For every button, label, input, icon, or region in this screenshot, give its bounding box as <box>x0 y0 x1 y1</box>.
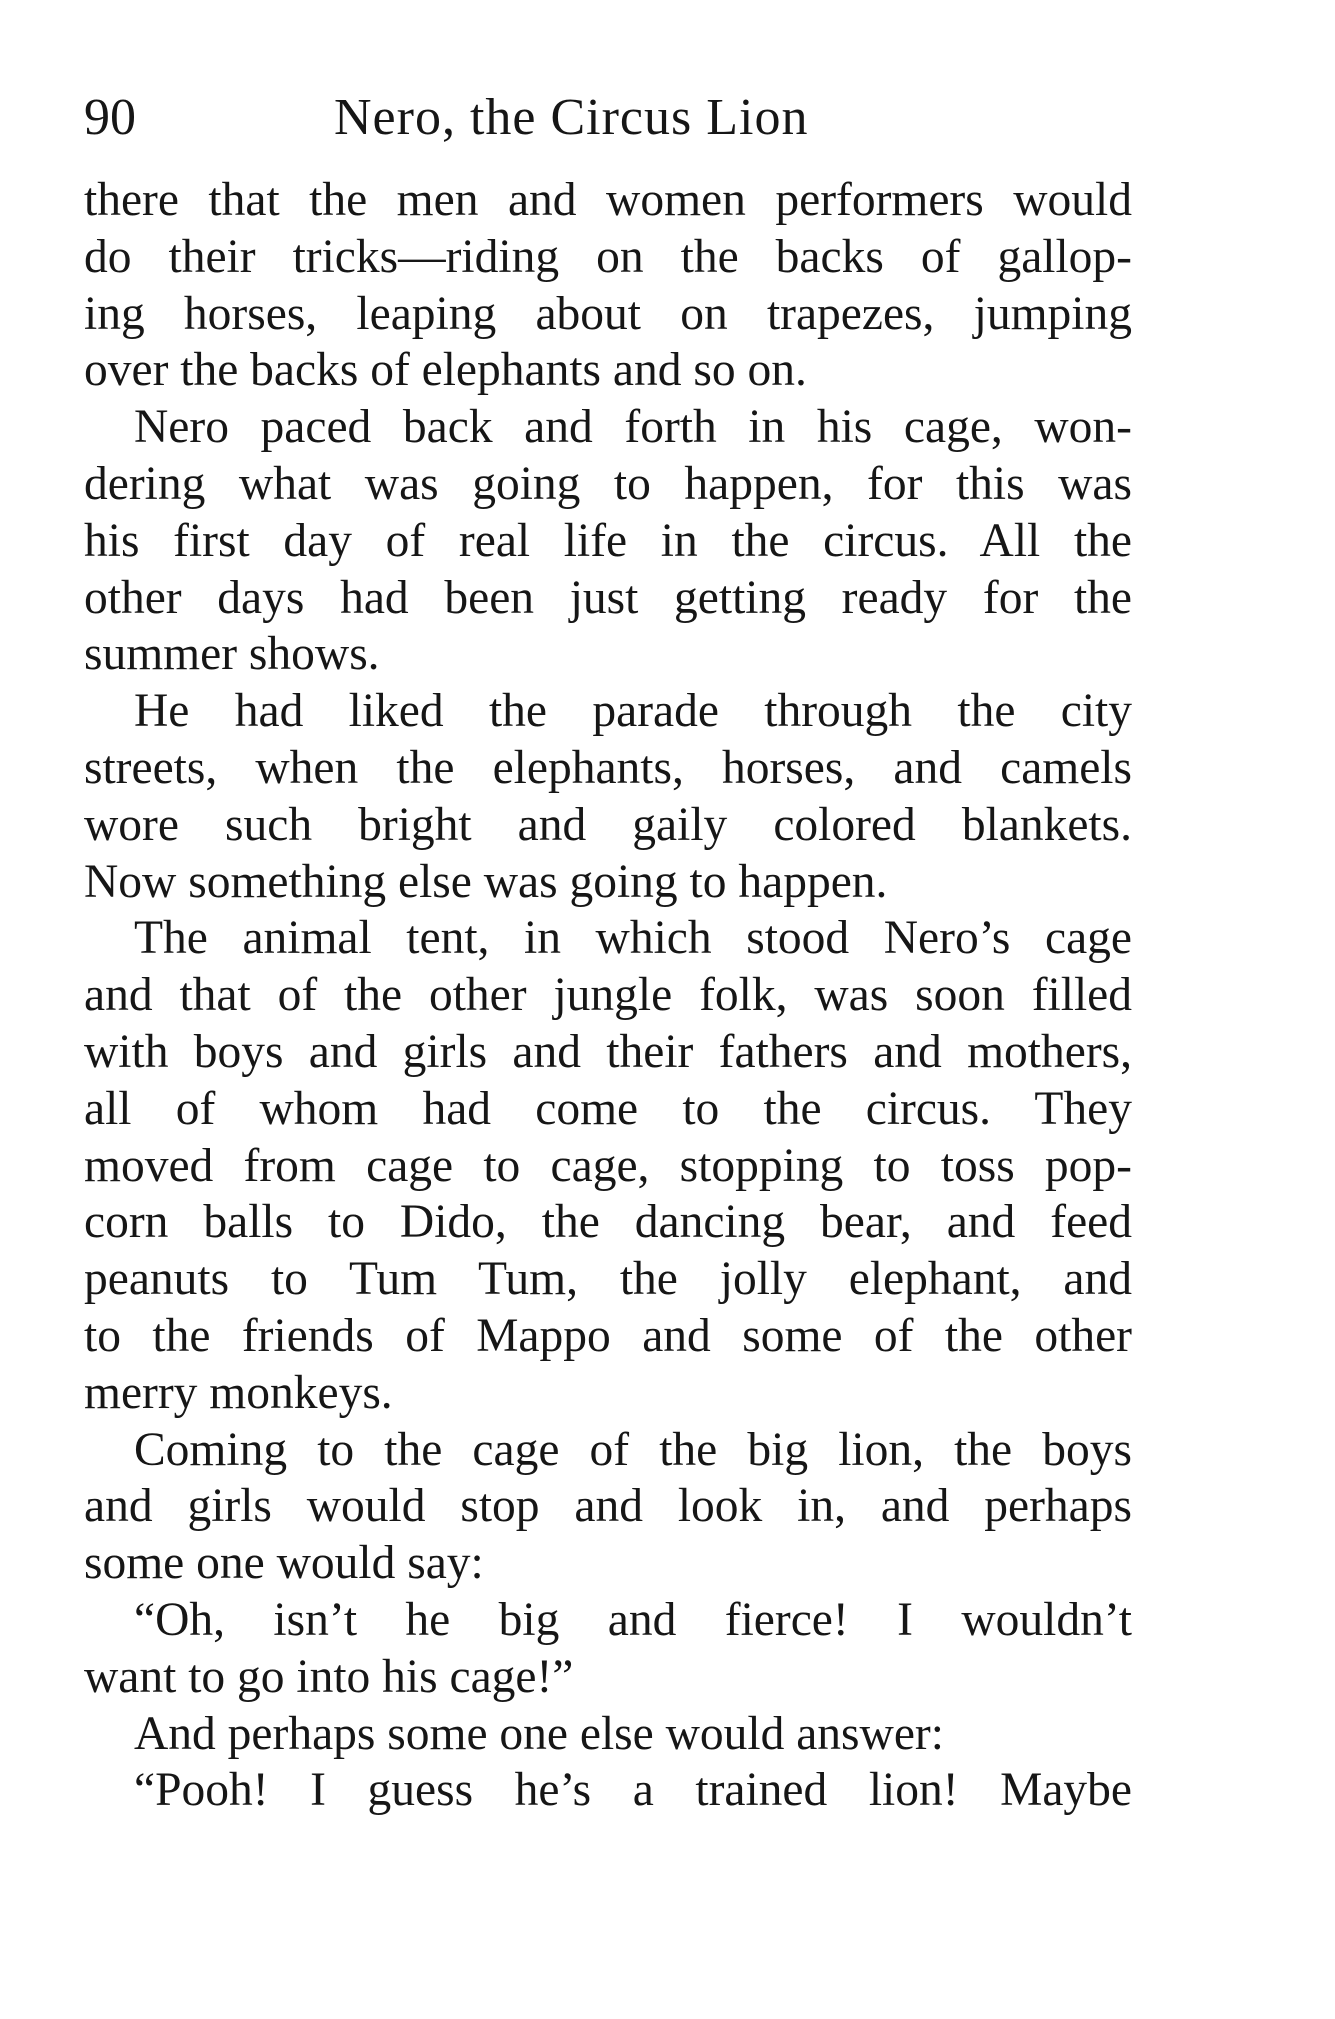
running-head: Nero, the Circus Lion <box>334 89 809 146</box>
paragraph <box>84 399 1132 683</box>
page-header <box>84 78 1154 158</box>
text-line: And perhaps some one else would answer: <box>134 1707 944 1760</box>
text-line: want to go into his cage!” <box>84 1650 574 1703</box>
text-line: dering what was going to happen, for this was <box>84 457 1132 510</box>
text-line: some one would say: <box>84 1537 484 1590</box>
text-line: over the backs of elephants and so on. <box>84 344 807 397</box>
paragraph <box>84 1422 1132 1592</box>
text-line: his first day of real life in the circus. All the <box>84 514 1132 567</box>
text-line: do their tricks—riding on the backs of gallop- <box>84 230 1132 283</box>
paragraph <box>84 910 1132 1421</box>
text-line: ing horses, leaping about on trapezes, jumping <box>84 287 1132 340</box>
body-text <box>84 172 1132 1819</box>
text-line: other days had been just getting ready for the <box>84 571 1132 624</box>
text-line: and girls would stop and look in, and perhaps <box>84 1480 1132 1533</box>
text-line: all of whom had come to the circus. They <box>84 1082 1132 1135</box>
text-line: peanuts to Tum Tum, the jolly elephant, and <box>84 1253 1132 1306</box>
paragraph <box>84 1592 1132 1706</box>
text-line: with boys and girls and their fathers and mothers, <box>84 1025 1132 1078</box>
text-line: Coming to the cage of the big lion, the boys <box>134 1423 1132 1476</box>
text-line: wore such bright and gaily colored blankets. <box>84 798 1132 851</box>
text-line: He had liked the parade through the city <box>134 685 1132 738</box>
text-line: to the friends of Mappo and some of the other <box>84 1309 1132 1362</box>
text-line: there that the men and women performers would <box>84 174 1132 226</box>
text-line: summer shows. <box>84 628 380 681</box>
paragraph <box>84 683 1132 910</box>
text-line: streets, when the elephants, horses, and camels <box>84 741 1132 794</box>
text-line: “Oh, isn’t he big and fierce! I wouldn’t <box>134 1593 1132 1646</box>
text-line: and that of the other jungle folk, was soon filled <box>84 969 1132 1022</box>
paragraph <box>84 1706 1132 1763</box>
text-line: The animal tent, in which stood Nero’s cage <box>134 912 1132 965</box>
page-number: 90 <box>84 89 136 146</box>
paragraph <box>84 1762 1132 1819</box>
text-line: merry monkeys. <box>84 1366 393 1419</box>
text-line: “Pooh! I guess he’s a trained lion! Maybe <box>134 1764 1132 1817</box>
paragraph <box>84 172 1132 399</box>
text-line: Now something else was going to happen. <box>84 855 888 908</box>
text-line: Nero paced back and forth in his cage, won- <box>134 401 1132 454</box>
text-line: moved from cage to cage, stopping to toss pop- <box>84 1139 1132 1192</box>
text-line: corn balls to Dido, the dancing bear, and feed <box>84 1196 1132 1249</box>
